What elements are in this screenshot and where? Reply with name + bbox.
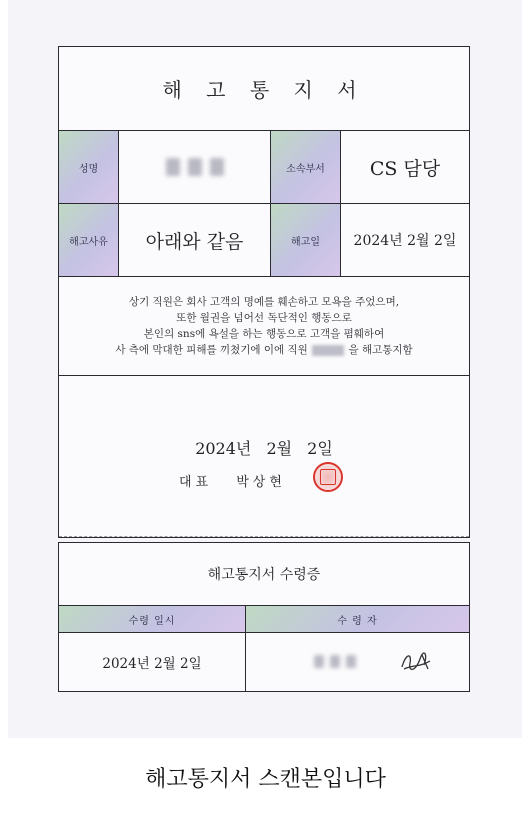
receipt-header-row [59,606,469,633]
reason-last-suffix: 을 해고통지함 [348,344,413,356]
name-label: 성명 [59,131,119,203]
info-row-name [59,131,469,204]
receipt-recipient-cell [246,633,469,691]
receipt-body-row [59,633,469,691]
receipt-section [58,542,470,692]
reason-value: 아래와 같음 [119,204,271,276]
seal-stamp-icon [313,462,343,492]
signature-scribble-icon [398,649,434,675]
date-value: 2024년 2월 2일 [353,233,457,249]
ceo-line: 대표 박상현 [179,475,286,490]
dept-value: CS 담당 [369,157,441,180]
reason-label: 해고사유 [59,204,119,276]
info-row-reason [59,204,469,277]
reason-line: 본인의 sns에 욕설을 하는 행동으로 고객을 폄훼하여 [143,328,385,340]
name-value-redacted [119,131,271,203]
receipt-title: 해고통지서 수령증 [59,543,469,606]
dept-label: 소속부서 [271,131,341,203]
reason-text [59,277,469,376]
reason-last-prefix: 사 측에 막대한 피해를 끼쳤기에 이에 직원 [115,344,308,356]
dismissal-notice [58,46,470,538]
reason-line: 상기 직원은 회사 고객의 명예를 훼손하고 모욕을 주었으며, [128,296,400,308]
redacted-name [312,345,344,356]
receipt-recipient-header: 수 령 자 [246,606,469,632]
document-title: 해 고 통 지 서 [59,47,469,131]
recipient-name-redacted [314,655,356,668]
caption: 해고통지서 스캔본입니다 [145,767,386,792]
signature-area [59,376,469,537]
reason-line: 또한 월권을 넘어선 독단적인 행동으로 [176,312,352,324]
receipt-date-header: 수령 일시 [59,606,246,632]
receipt-date-value: 2024년 2월 2일 [59,633,246,691]
reason-line [115,342,412,358]
sign-date: 2024년 2월 2일 [195,439,333,458]
date-label: 해고일 [271,204,341,276]
